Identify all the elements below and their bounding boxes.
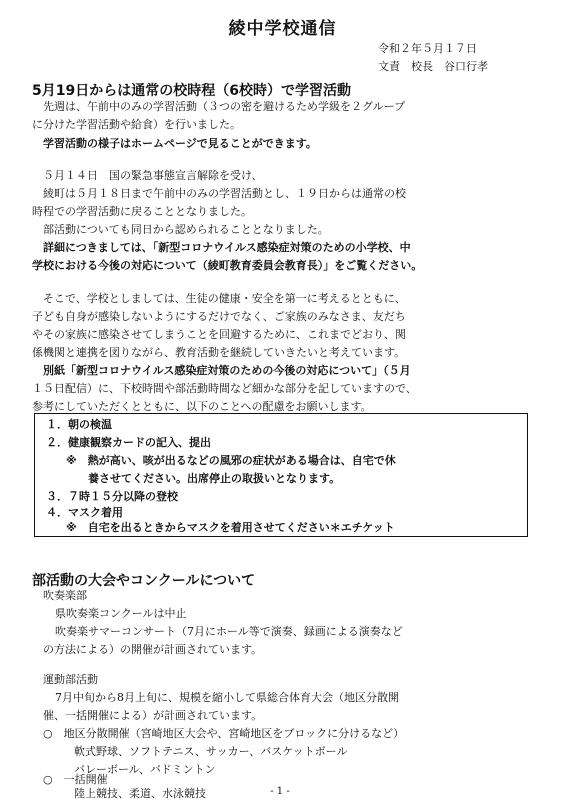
paragraph-line: に分けた学習活動や給食）を行いました。: [32, 118, 241, 131]
issue-date: 令和２年５月１７日: [378, 42, 477, 55]
club-line: 陸上競技、柔道、水泳競技: [74, 787, 206, 800]
page-title: 綾中学校通信: [228, 19, 337, 39]
club-line: 軟式野球、ソフトテニス、サッカー、バスケットボール: [74, 745, 348, 758]
paragraph-line: そこで、学校としましては、生徒の健康・安全を第一に考えるとともに、: [43, 292, 406, 305]
box-item: ２．健康観察カードの記入、提出: [46, 436, 211, 449]
paragraph-line: 詳細につきましては、「新型コロナウイルス感染症対策のための小学校、中: [43, 241, 411, 254]
club-line: の方法による）の開催が計画されています。: [43, 643, 263, 656]
paragraph-line: 綾町は５月１８日まで午前中のみの学習活動とし、１９日からは通常の校: [43, 187, 406, 200]
author: 文責 校長 谷口行孝: [378, 60, 488, 73]
box-item: ３．７時１５分以降の登校: [46, 490, 178, 503]
page-number: - 1 -: [270, 786, 290, 797]
box-item: １．朝の検温: [46, 418, 112, 431]
club-line: バレーボール、バドミントン: [74, 763, 216, 776]
club-line: 7月中旬から8月上旬に、規模を縮小して県総合体育大会（地区分散開: [55, 691, 399, 704]
paragraph-line: 参考にしていただくとともに、以下のことへの配慮をお願いします。: [32, 400, 372, 413]
box-item: ４．マスク着用: [46, 506, 123, 519]
date-block: [378, 40, 488, 76]
club-line: 催、一括開催による）が計画されています。: [43, 709, 263, 722]
paragraph-line: 子ども自身が感染しないようにするだけでなく、ご家族のみなさま、友だち: [32, 310, 406, 323]
paragraph-line: 係機関と連携を図りながら、教育活動を継続していきたいと考えています。: [32, 346, 406, 359]
paragraph-line: 別紙「新型コロナウイルス感染症対策のための今後の対応について」（５月: [43, 364, 411, 377]
box-item: ※ 熱が高い、咳が出るなどの風邪の症状がある場合は、自宅で休: [66, 454, 396, 467]
box-item: ※ 自宅を出るときからマスクを着用させてください＊エチケット: [66, 521, 395, 534]
section2-heading: 部活動の大会やコンクールについて: [32, 573, 256, 589]
club-line: ○ 一括開催: [43, 773, 108, 786]
club-line: 吹奏楽部: [43, 589, 87, 602]
paragraph-line: 学校における今後の対応について（綾町教育委員会教育長）」をご覧ください。: [32, 259, 423, 272]
homepage-note: 学習活動の様子はホームページで見ることができます。: [43, 137, 317, 150]
paragraph-line: ５月１４日 国の緊急事態宣言解除を受け、: [43, 169, 263, 182]
section1-heading: 5月19日からは通常の校時程（6校時）で学習活動: [32, 83, 351, 99]
club-line: 県吹奏楽コンクールは中止: [55, 607, 187, 620]
paragraph-line: 先週は、午前中のみの学習活動（３つの密を避けるため学級を２グループ: [43, 100, 406, 113]
paragraph-line: やその家族に感染させてしまうことを回避するために、これまでどおり、関: [32, 328, 406, 341]
paragraph-line: 時程での学習活動に戻ることとなりました。: [32, 205, 252, 218]
club-line: ○ 地区分散開催（宮崎地区大会や、宮崎地区をブロックに分けるなど）: [43, 727, 405, 740]
box-item: 養させてください。出席停止の取扱いとなります。: [88, 472, 341, 485]
paragraph-line: １５日配信）に、下校時間や部活動時間など細かな部分を記していますので、: [32, 382, 417, 395]
paragraph-line: 部活動についても同日から認められることとなりました。: [43, 223, 329, 236]
club-line: 運動部活動: [43, 673, 98, 686]
club-line: 吹奏楽サマーコンサート（7月にホール等で演奏、録画による演奏など: [55, 625, 403, 638]
